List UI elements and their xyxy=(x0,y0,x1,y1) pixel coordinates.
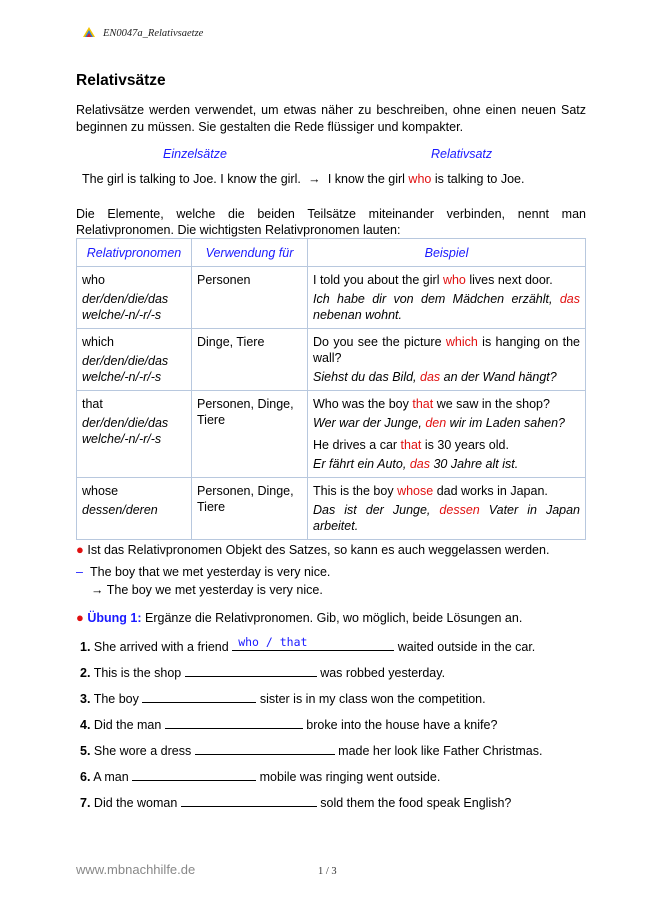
example-english: Do you see the picture which is hanging on the wall? xyxy=(313,335,580,365)
table-row xyxy=(77,329,586,391)
example-single-sentences: The girl is talking to Joe. I know the girl. xyxy=(82,172,301,186)
table-row xyxy=(77,478,586,540)
example-english: He drives a car that is 30 years old. xyxy=(313,438,509,452)
pronoun-german: dessen/deren xyxy=(82,503,158,517)
answer-blank[interactable] xyxy=(165,716,303,729)
arrow-icon: → xyxy=(91,583,104,597)
example-english: I told you about the girl who lives next door. xyxy=(313,273,553,287)
filled-answer: who / that xyxy=(238,635,308,649)
exercise-heading xyxy=(76,610,522,625)
usage-cell: Dinge, Tiere xyxy=(192,329,308,391)
answer-blank[interactable] xyxy=(132,768,256,781)
answer-blank[interactable] xyxy=(185,664,317,677)
example-cell xyxy=(308,478,586,540)
pronoun-cell xyxy=(77,478,192,540)
usage-cell: Personen, Dinge, Tiere xyxy=(192,478,308,540)
document-id: EN0047a_Relativsaetze xyxy=(103,28,204,39)
pronoun-english: which xyxy=(82,335,114,349)
exercise-item: 3. The boy sister is in my class won the competition. xyxy=(80,692,486,706)
relative-pronoun-highlight: who xyxy=(408,172,432,186)
pronoun-english: who xyxy=(82,273,105,287)
omission-example-1: – The boy that we met yesterday is very nice. xyxy=(76,565,331,579)
table-row xyxy=(77,267,586,329)
example-german: Er fährt ein Auto, das 30 Jahre alt ist. xyxy=(313,457,519,471)
exercise-item: 5. She wore a dress made her look like Father Christmas. xyxy=(80,744,543,758)
footer-website[interactable]: www.mbnachhilfe.de xyxy=(76,862,196,877)
example-header-relative: Relativsatz xyxy=(431,147,493,161)
exercise-item: 2. This is the shop was robbed yesterday. xyxy=(80,666,446,680)
answer-blank[interactable] xyxy=(232,635,394,651)
exercise-item: 1. She arrived with a friend who / that waited outside in the car. xyxy=(80,635,536,654)
omission-note xyxy=(76,542,549,557)
column-header-example: Beispiel xyxy=(308,239,586,267)
pronoun-cell xyxy=(77,329,192,391)
arrow-icon: → xyxy=(308,172,321,186)
exercise-label: Übung 1: xyxy=(87,611,142,625)
pronoun-german: der/den/die/das welche/-n/-r/-s xyxy=(82,354,169,384)
pronoun-english: that xyxy=(82,397,103,411)
example-english: Who was the boy that we saw in the shop? xyxy=(313,397,550,411)
example-german: Ich habe dir von dem Mädchen erzählt, das nebenan wohnt. xyxy=(313,292,580,322)
exercise-item: 4. Did the man broke into the house have a knife? xyxy=(80,718,498,732)
example-german: Das ist der Junge, dessen Vater in Japan arbeitet. xyxy=(313,503,580,533)
relative-pronoun-table xyxy=(76,238,586,540)
exercise-item: 7. Did the woman sold them the food speak English? xyxy=(80,796,512,810)
pronoun-german: der/den/die/das welche/-n/-r/-s xyxy=(82,416,169,446)
pronoun-german: der/den/die/das welche/-n/-r/-s xyxy=(82,292,169,322)
pronoun-cell xyxy=(77,267,192,329)
exercise-item: 6. A man mobile was ringing went outside. xyxy=(80,770,441,784)
exercise-instruction: Ergänze die Relativpronomen. Gib, wo möglich, beide Lösungen an. xyxy=(145,611,523,625)
logo-icon xyxy=(82,26,96,41)
usage-cell: Personen xyxy=(192,267,308,329)
elements-paragraph: Die Elemente, welche die beiden Teilsätze miteinander verbinden, nennt man Relativpronomen. Die wichtigsten Relativpronomen lauten: xyxy=(76,207,586,237)
intro-paragraph: Relativsätze werden verwendet, um etwas näher zu beschreiben, ohne einen neuen Satz beginnen zu müssen. Sie gestalten die Rede flüssiger und kompakter. xyxy=(76,103,586,134)
table-row xyxy=(77,391,586,478)
page-title: Relativsätze xyxy=(76,72,166,89)
table-header-row xyxy=(77,239,586,267)
example-cell xyxy=(308,267,586,329)
page-number: 1 / 3 xyxy=(318,866,337,877)
bullet-icon: ● xyxy=(76,610,84,625)
bullet-icon: ● xyxy=(76,542,84,557)
example-cell xyxy=(308,391,586,478)
example-header-single: Einzelsätze xyxy=(163,147,227,161)
example-german: Siehst du das Bild, das an der Wand hängt? xyxy=(313,370,557,384)
column-header-pronoun: Relativpronomen xyxy=(77,239,192,267)
pronoun-cell xyxy=(77,391,192,478)
answer-blank[interactable] xyxy=(181,794,317,807)
pronoun-english: whose xyxy=(82,484,119,498)
example-german: Wer war der Junge, den wir im Laden sahen? xyxy=(313,416,566,430)
example-relative-sentence: I know the girl who is talking to Joe. xyxy=(327,172,525,186)
omission-example-2: → The boy we met yesterday is very nice. xyxy=(91,583,323,597)
dash-icon: – xyxy=(76,565,83,579)
answer-blank[interactable] xyxy=(142,690,256,703)
column-header-usage: Verwendung für xyxy=(192,239,308,267)
omission-note-text: Ist das Relativpronomen Objekt des Satzes, so kann es auch weggelassen werden. xyxy=(87,543,550,557)
example-cell xyxy=(308,329,586,391)
answer-blank[interactable] xyxy=(195,742,335,755)
example-english: This is the boy whose dad works in Japan. xyxy=(313,484,548,498)
example-sentence-line xyxy=(82,172,524,186)
usage-cell: Personen, Dinge, Tiere xyxy=(192,391,308,478)
document-header xyxy=(82,26,203,41)
